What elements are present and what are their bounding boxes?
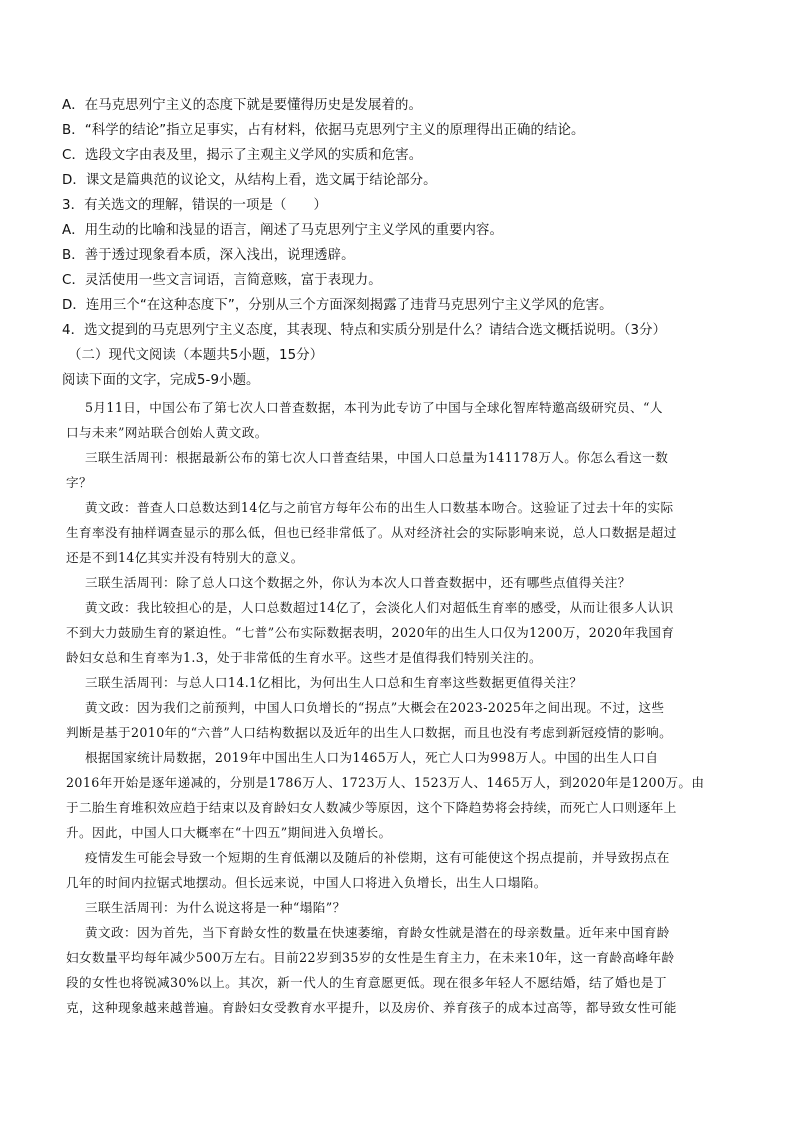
option-d: D．课文是篇典范的议论文，从结构上看，选文属于结论部分。 [62,173,437,188]
section-heading: （二）现代文阅读（本题共5小题，15分） [68,348,324,363]
passage-line: 还是不到14亿其实并没有特别大的意义。 [66,550,304,565]
passage-line: 升。因此，中国人口大概率在“十四五”期间进入负增长。 [66,825,392,840]
passage-line: 三联生活周刊：除了总人口这个数据之外，你认为本次人口普查数据中，还有哪些点值得关注？ [85,575,631,590]
question-4: 4．选文提到的马克思列宁主义态度，其表现、特点和实质分别是什么？请结合选文概括说明。（3分） [62,323,667,338]
passage-line: 根据国家统计局数据，2019年中国出生人口为1465万人，死亡人口为998万人。中国的出生人口自 [85,750,659,765]
passage-line: 黄文政：我比较担心的是，人口总数超过14亿了，会淡化人们对超低生育率的感受，从而让很多人认识 [85,600,674,615]
passage-line: 判断是基于2010年的“六普”人口结构数据以及近年的出生人口数据，而且也没有考虑到新冠疫情的影响。 [66,725,673,740]
option-c: C．灵活使用一些文言词语，言简意赅，富于表现力。 [62,273,382,288]
passage-line: 不到大力鼓励生育的紧迫性。“七普”公布实际数据表明，2020年的出生人口仅为1200万，2020年我国育 [66,625,675,640]
option-b: B．“科学的结论”指立足事实，占有材料，依据马克思列宁主义的原理得出正确的结论。 [62,123,585,138]
option-c: C．选段文字由表及里，揭示了主观主义学风的实质和危害。 [62,148,423,163]
passage-line: 5月11日，中国公布了第七次人口普查数据，本刊为此专访了中国与全球化智库特邀高级研究员、“人 [85,400,663,415]
option-a: A．用生动的比喻和浅显的语言，阐述了马克思列宁主义学风的重要内容。 [62,223,503,238]
option-b: B．善于透过现象看本质，深入浅出，说理透辟。 [62,248,355,263]
passage-line: 几年的时间内拉锯式地摆动。但长远来说，中国人口将进入负增长，出生人口塌陷。 [66,875,547,890]
passage-line: 三联生活周刊：与总人口14.1亿相比，为何出生人口总和生育率这些数据更值得关注？ [85,675,583,690]
passage-line: 三联生活周刊：根据最新公布的第七次人口普查结果，中国人口总量为141178万人。你怎么看这一数 [85,450,669,465]
passage-line: 字？ [66,475,92,490]
passage-line: 黄文政：因为首先，当下育龄女性的数量在快速萎缩，育龄女性就是潜在的母亲数量。近年来中国育龄 [85,925,670,940]
question-3: 3．有关选文的理解，错误的一项是（ ） [62,198,327,213]
passage-line: 三联生活周刊：为什么说这将是一种“塌陷”？ [85,900,346,915]
passage-line: 于二胎生育堆积效应趋于结束以及育龄妇女人数减少等原因，这个下降趋势将会持续，而死亡人口则逐年上 [66,800,677,815]
passage-line: 疫情发生可能会导致一个短期的生育低潮以及随后的补偿期，这有可能使这个拐点提前，并导致拐点在 [85,850,670,865]
passage-line: 黄文政：普查人口总数达到14亿与之前官方每年公布的出生人口数基本吻合。这验证了过去十年的实际 [85,500,674,515]
option-a: A．在马克思列宁主义的态度下就是要懂得历史是发展着的。 [62,98,423,113]
passage-line: 龄妇女总和生育率为1.3，处于非常低的生育水平。这些才是值得我们特别关注的。 [66,650,543,665]
passage-line: 段的女性也将锐减30%以上。其次，新一代人的生育意愿更低。现在很多年轻人不愿结婚，结了婚也是丁 [66,975,667,990]
passage-line: 口与未来”网站联合创始人黄文政。 [66,425,268,440]
passage-line: 克，这种现象越来越普遍。育龄妇女受教育水平提升，以及房价、养育孩子的成本过高等，都导致女性可能 [66,1000,677,1015]
passage-line: 生育率没有抽样调查显示的那么低，但也已经非常低了。从对经济社会的实际影响来说，总人口数据是超过 [66,525,677,540]
passage-line: 黄文政：因为我们之前预判，中国人口负增长的“拐点”大概会在2023-2025年之间出现。不过，这些 [85,700,665,715]
passage-line: 妇女数量平均每年减少500万左右。目前22岁到35岁的女性是生育主力，在未来10年，这一育龄高峰年龄 [66,950,675,965]
passage-line: 2016年开始是逐年递减的，分别是1786万人、1723万人、1523万人、1465万人，到2020年是1200万。由 [66,775,705,790]
option-d: D．连用三个“在这种态度下”，分别从三个方面深刻揭露了违背马克思列宁主义学风的危害。 [62,298,613,313]
reading-instruction: 阅读下面的文字，完成5-9小题。 [62,373,260,388]
